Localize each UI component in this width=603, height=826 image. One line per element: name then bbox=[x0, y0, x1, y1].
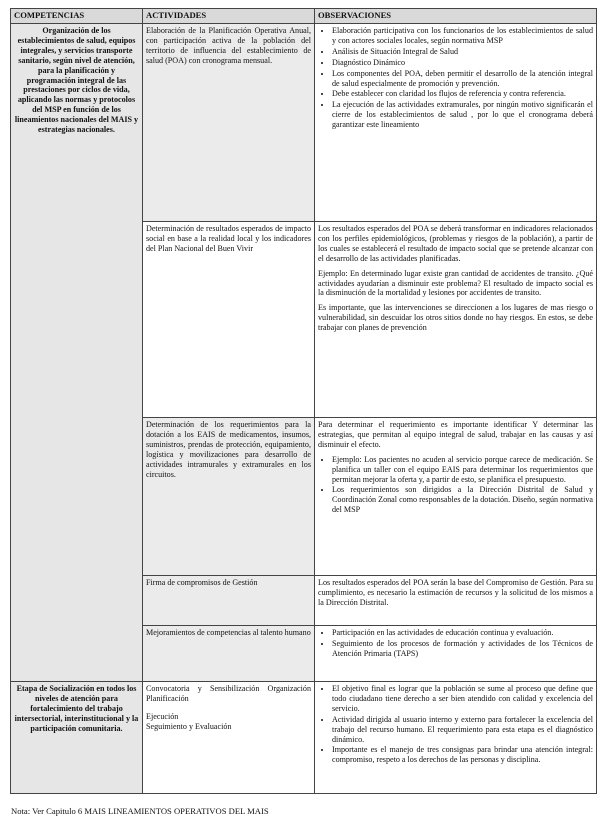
list-item: • El objetivo final es lograr que la población se sume al proceso que define que todo ciudadano tiene derecho a ser bien atendido con calidad y excelencia del servicio. bbox=[332, 684, 593, 714]
header-actividades: ACTIVIDADES bbox=[143, 9, 315, 24]
list-item: • Actividad dirigida al usuario interno y externo para fortalecer la excelencia del trabajo del recurso humano. El requerimiento para esta etapa es el diagnóstico dinámico. bbox=[332, 715, 593, 745]
list-item: • Diagnóstico Dinámico bbox=[332, 58, 593, 68]
observation-list bbox=[318, 455, 593, 515]
observaciones-poa bbox=[315, 24, 597, 222]
competencies-table bbox=[10, 8, 597, 794]
actividad-line: Ejecución bbox=[146, 711, 179, 721]
paragraph: Es importante, que las intervenciones se direccionen a los lugares de mas riesgo o vulnerabilidad, sin descuidar los otros sitios donde no hay riesgos. En estos, se debe trabajar con planes de prevención bbox=[318, 303, 593, 333]
observation-list bbox=[318, 26, 593, 130]
list-item: • Seguimiento de los procesos de formación y actividades de los Técnicos de Atención Primaria (TAPS) bbox=[332, 639, 593, 659]
header-row bbox=[11, 9, 597, 24]
observation-list bbox=[318, 684, 593, 765]
list-item: • Elaboración participativa con los funcionarios de los establecimientos de salud y con actores sociales locales, según normativa MSP bbox=[332, 26, 593, 46]
actividad-requerimientos: Determinación de los requerimientos para la dotación a los EAIS de medicamentos, insumos, suministros, prendas de protección, equipamiento, logística y movilizaciones para desarrollo de actividades intramurales y extramurales en los circuitos. bbox=[143, 418, 315, 576]
competencia-organizacion: Organización de los establecimientos de salud, equipos integrales, y servicios transporte sanitario, según nivel de atención, para la planificación y programación integral de las prestaciones por ciclos de vida, aplicando las normas y protocolos del MSP en función de los lineamientos nacionales del MAIS y estrategias nacionales. bbox=[11, 24, 143, 682]
footnote: Nota: Ver Capitulo 6 MAIS LINEAMIENTOS OPERATIVOS DEL MAIS bbox=[11, 806, 269, 816]
header-observaciones: OBSERVACIONES bbox=[315, 9, 597, 24]
actividad-resultados: Determinación de resultados esperados de impacto social en base a la realidad local y los indicadores del Plan Nacional del Buen Vivir bbox=[143, 222, 315, 418]
paragraph: Los resultados esperados del POA se deberá transformar en indicadores relacionados con los perfiles epidemiológicos, (problemas y riesgos de la población), a partir de los cuales se establecerá el resultado de impacto social que se pretende alcanzar con el desarrollo de las actividades planificadas. bbox=[318, 224, 593, 263]
paragraph: Ejemplo: En determinado lugar existe gran cantidad de accidentes de transito. ¿Qué actividades ayudarían a disminuir este problema? El resultado de impacto social es la disminución de la mortalidad y lesiones por accidentes de transito. bbox=[318, 268, 593, 298]
observaciones-requerimientos bbox=[315, 418, 597, 576]
list-item: • Debe establecer con claridad los flujos de referencia y contra referencia. bbox=[332, 89, 593, 99]
actividad-socializacion bbox=[143, 682, 315, 794]
actividad-talento-humano: Mejoramientos de competencias al talento humano bbox=[143, 626, 315, 682]
list-item: • Ejemplo: Los pacientes no acuden al servicio porque carece de medicación. Se planifica un taller con el equipo EAIS para determinar los requerimientos que permitan mejorar la oferta y, a partir de esto, se planifica el presupuesto. bbox=[332, 455, 593, 485]
observaciones-talento-humano bbox=[315, 626, 597, 682]
actividad-line: Convocatoria y Sensibilización Organización Planificación bbox=[146, 684, 311, 703]
paragraph: Para determinar el requerimiento es importante identificar Y determinar las estrategias, que permitan al equipo integral de salud, trabajar en las causas y así disminuir el efecto. bbox=[318, 420, 593, 449]
list-item: • La ejecución de las actividades extramurales, por ningún motivo significarán el cierre de los establecimientos de salud , por lo que el cronograma deberá garantizar este lineamiento bbox=[332, 100, 593, 130]
list-item: • Análisis de Situación Integral de Salud bbox=[332, 47, 593, 57]
actividad-compromisos: Firma de compromisos de Gestión bbox=[143, 576, 315, 626]
list-item: • Importante es el manejo de tres consignas para brindar una atención integral: compromiso, respeto a los derechos de las personas y disciplina. bbox=[332, 745, 593, 765]
table-row bbox=[11, 24, 597, 222]
observaciones-socializacion bbox=[315, 682, 597, 794]
competencia-socializacion: Etapa de Socialización en todos los niveles de atención para fortalecimiento del trabajo intersectorial, interinstitucional y la participación comunitaria. bbox=[11, 682, 143, 794]
observaciones-compromisos: Los resultados esperados del POA serán la base del Compromiso de Gestión. Para su cumplimiento, es necesario la estimación de recursos y la solicitud de los mismos a la Dirección Distrital. bbox=[315, 576, 597, 626]
actividad-line: Seguimiento y Evaluación bbox=[146, 721, 232, 731]
actividad-poa: Elaboración de la Planificación Operativa Anual, con participación activa de la población del territorio de influencia del establecimiento de salud (POA) con cronograma mensual. bbox=[143, 24, 315, 222]
observation-list bbox=[318, 628, 593, 659]
header-competencias: COMPETENCIAS bbox=[11, 9, 143, 24]
list-item: • Los requerimientos son dirigidos a la Dirección Distrital de Salud y Coordinación Zonal como responsables de la dotación. Diseño, según normativa del MSP bbox=[332, 485, 593, 515]
list-item: • Participación en las actividades de educación continua y evaluación. bbox=[332, 628, 593, 638]
observaciones-resultados bbox=[315, 222, 597, 418]
list-item: • Los componentes del POA, deben permitir el desarrollo de la atención integral de salud especialmente de promoción y prevención. bbox=[332, 69, 593, 89]
table-row bbox=[11, 682, 597, 794]
